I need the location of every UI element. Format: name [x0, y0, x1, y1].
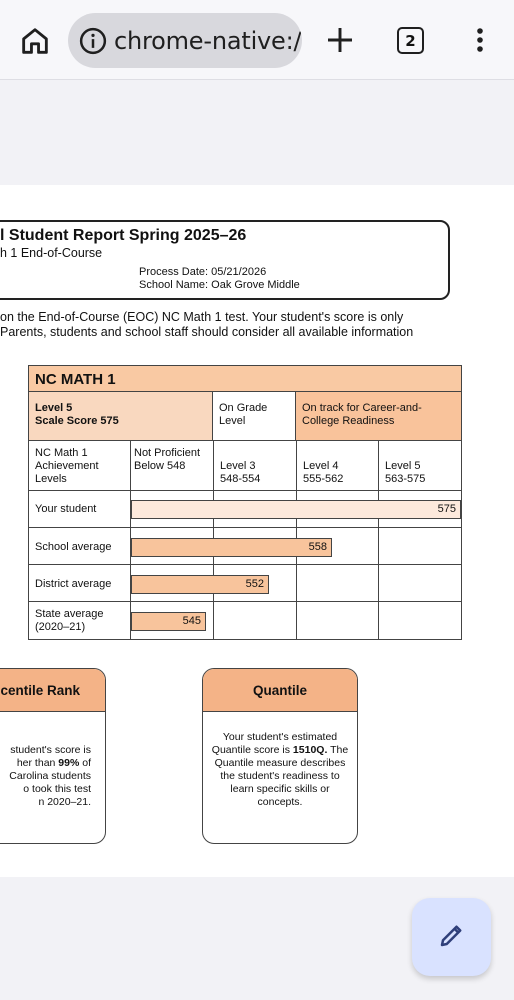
report-subtitle: h 1 End-of-Course	[0, 246, 103, 260]
grid-line	[29, 527, 461, 528]
column-name: Level 4	[303, 460, 339, 472]
quantile-card-title: Quantile	[203, 669, 357, 712]
column-header-level-5	[385, 460, 461, 486]
column-range: 555-562	[303, 473, 344, 485]
score-bar-school-average: 558	[131, 538, 332, 557]
edit-button[interactable]	[412, 898, 491, 976]
achievement-levels-label: NC Math 1 Achievement Levels	[35, 447, 99, 485]
grid-line	[29, 564, 461, 565]
plus-icon[interactable]	[324, 24, 356, 56]
report-title: l Student Report Spring 2025–26	[0, 227, 247, 244]
table-title-row	[29, 366, 461, 392]
url-text[interactable]: chrome-native:/	[114, 26, 302, 55]
more-vertical-icon[interactable]	[470, 26, 490, 56]
row-label-district-average: District average	[35, 578, 112, 590]
score-table	[28, 365, 462, 640]
grid-line	[29, 490, 461, 491]
table-title: NC MATH 1	[35, 371, 116, 388]
column-name: Not Proficient	[134, 447, 201, 459]
quantile-score: 1510Q.	[292, 744, 328, 756]
quantile-text-post: The Quantile measure describes the student's readiness to learn specific skills or concepts.	[214, 744, 349, 808]
column-range: 563-575	[385, 473, 426, 485]
process-date: Process Date: 05/21/2026	[139, 266, 267, 278]
column-name: Level 3	[220, 460, 256, 472]
school-name: School Name: Oak Grove Middle	[139, 279, 300, 291]
column-range: Below 548	[134, 460, 186, 472]
column-header-level-4	[303, 460, 379, 486]
home-icon[interactable]	[18, 24, 52, 58]
on-track-cell	[296, 392, 461, 440]
row-label-school-average: School average	[35, 541, 112, 553]
grid-line	[29, 601, 461, 602]
scale-score-text: Scale Score 575	[35, 415, 119, 427]
tab-count: 2	[405, 31, 416, 50]
on-grade-text: On Grade Level	[219, 402, 268, 427]
quantile-text-pre: Your student's estimated Quantile score is	[211, 731, 338, 756]
document-page	[0, 185, 514, 877]
row-label-state-average: State average (2020–21)	[35, 608, 104, 633]
percentile-rank-card	[0, 668, 106, 844]
percentile-card-title: centile Rank	[0, 669, 105, 712]
tab-switcher-icon[interactable]	[397, 27, 424, 54]
column-header-not-proficient	[134, 447, 214, 473]
score-bar-state-average: 545	[131, 612, 206, 631]
score-bar-your-student: 575	[131, 500, 461, 519]
level-summary-row	[29, 392, 461, 441]
quantile-card	[202, 668, 358, 844]
grid-line	[378, 441, 379, 640]
address-bar[interactable]	[68, 13, 302, 68]
column-range: 548-554	[220, 473, 261, 485]
edit-pencil-icon	[437, 920, 467, 955]
score-bar-district-average: 552	[131, 575, 269, 594]
browser-toolbar	[0, 0, 514, 80]
intro-text-line-2: Parents, students and school staff should consider all available information	[0, 325, 414, 339]
intro-text-line-1: on the End-of-Course (EOC) NC Math 1 test. Your student's score is only	[0, 310, 404, 324]
page-background	[0, 81, 514, 185]
row-label-your-student: Your student	[35, 503, 97, 515]
level-score-cell	[29, 392, 213, 440]
info-icon[interactable]	[78, 26, 108, 56]
percentile-card-body: student's score is her than 99% of Carolina students o took this test n 2020–21.	[9, 744, 91, 808]
on-grade-cell	[213, 392, 296, 440]
column-name: Level 5	[385, 460, 421, 472]
column-header-level-3	[220, 460, 296, 486]
level-text: Level 5	[35, 402, 73, 414]
on-track-text: On track for Career-and-College Readiness	[302, 402, 422, 427]
quantile-card-body	[211, 731, 349, 809]
